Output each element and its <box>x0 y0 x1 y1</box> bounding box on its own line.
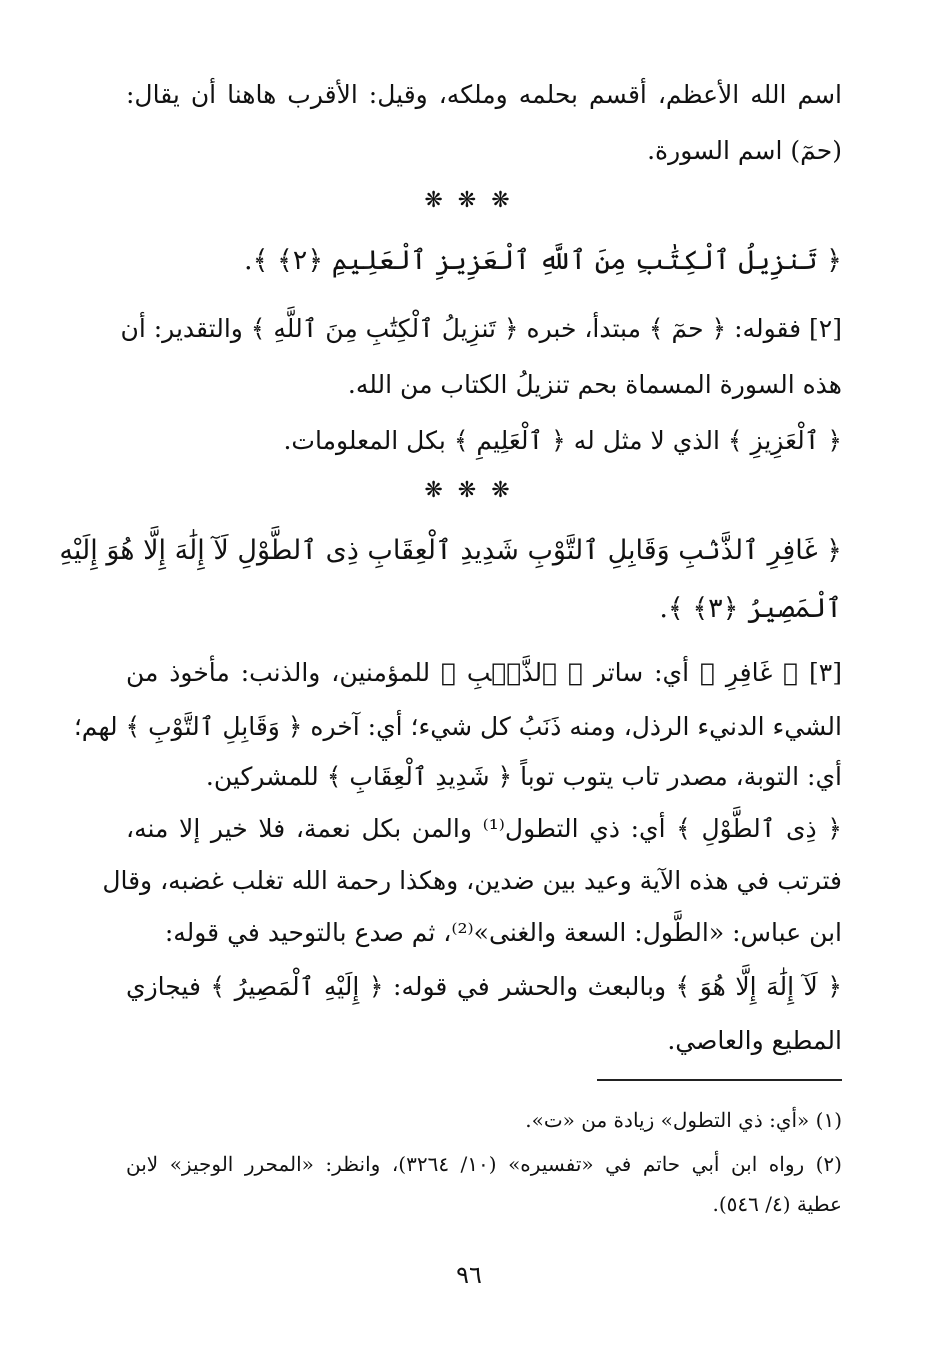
text-line: هذه السورة المسماة بحم تنزيلُ الكتاب من الله. <box>347 370 842 399</box>
text-line: ﴿ ٱلْعَزِيزِ ﴾ الذي لا مثل له ﴿ ٱلْعَلِيمِ ﴾ بكل المعلومات. <box>283 426 842 455</box>
text-line: (حمٓ) اسم السورة. <box>647 136 842 165</box>
text-line: اسم الله الأعظم، أقسم بحلمه وملكه، وقيل: الأقرب هاهنا أن يقال: <box>126 80 842 109</box>
text-line: [٣] ﴿ غَافِرِ ﴾ أي: ساتر ﴿ ٱلذَّنۢبِ ﴾ للمؤمنين، والذنب: مأخوذ من <box>126 658 842 687</box>
text-line: ﴿ ذِى ٱلطَّوْلِ ﴾ أي: ذي التطول⁽¹⁾ والمن بكل نعمة، فلا خير إلا منه، <box>126 814 842 843</box>
footnote-divider <box>597 1079 842 1081</box>
footnote: (٢) رواه ابن أبي حاتم في «تفسيره» (١٠/ ٣٢٦٤)، وانظر: «المحرر الوجيز» لابن <box>126 1152 842 1176</box>
text-line: أي: التوبة، مصدر تاب يتوب توباً ﴿ شَدِيدِ ٱلْعِقَابِ ﴾ للمشركين. <box>205 762 842 791</box>
text-line: المطيع والعاصي. <box>667 1026 842 1055</box>
footnote: (١) «أي: ذي التطول» زيادة من «ت». <box>525 1108 842 1132</box>
quran-verse-line: ﴿ غَافِرِ ٱلذَّنۢبِ وَقَابِلِ ٱلتَّوْبِ شَدِيدِ ٱلْعِقَابِ ذِى ٱلطَّوْلِ لَآ إِلَٰهَ إِلَّا هُوَ إِلَيْهِ <box>59 535 842 566</box>
text-line: الشيء الدنيء الرذل، ومنه ذَنَبُ كل شيء؛ أي: آخره ﴿ وَقَابِلِ ٱلتَّوْبِ ﴾ لهم؛ <box>73 712 842 741</box>
section-separator: ❋ ❋ ❋ <box>424 188 514 213</box>
text-line: ﴿ لَآ إِلَٰهَ إِلَّا هُوَ ﴾ وبالبعث والحشر في قوله: ﴿ إِلَيْهِ ٱلْمَصِيرُ ﴾ فيجازي <box>126 972 842 1001</box>
text-line: ابن عباس: «الطَّول: السعة والغنى»⁽²⁾، ثم صدع بالتوحيد في قوله: <box>164 918 842 947</box>
text-line: [٢] فقوله: ﴿ حمٓ ﴾ مبتدأ، خبره ﴿ تَنزِيلُ ٱلْكِتَٰبِ مِنَ ٱللَّهِ ﴾ والتقدير: أن <box>120 314 842 343</box>
text-line: فترتب في هذه الآية وعيد بين ضدين، وهكذا رحمة الله تغلب غضبه، وقال <box>102 866 842 895</box>
page-number: ٩٦ <box>456 1261 482 1289</box>
quran-verse-line: ﴿ تَنزِيلُ ٱلْكِتَٰبِ مِنَ ٱللَّهِ ٱلْعَزِيزِ ٱلْعَلِيمِ ﴿٢﴾ ﴾. <box>243 245 842 276</box>
quran-verse-line: ٱلْمَصِيرُ ﴿٣﴾ ﴾. <box>659 593 842 624</box>
section-separator: ❋ ❋ ❋ <box>424 478 514 503</box>
footnote: عطية (٤/ ٥٤٦). <box>712 1192 842 1216</box>
